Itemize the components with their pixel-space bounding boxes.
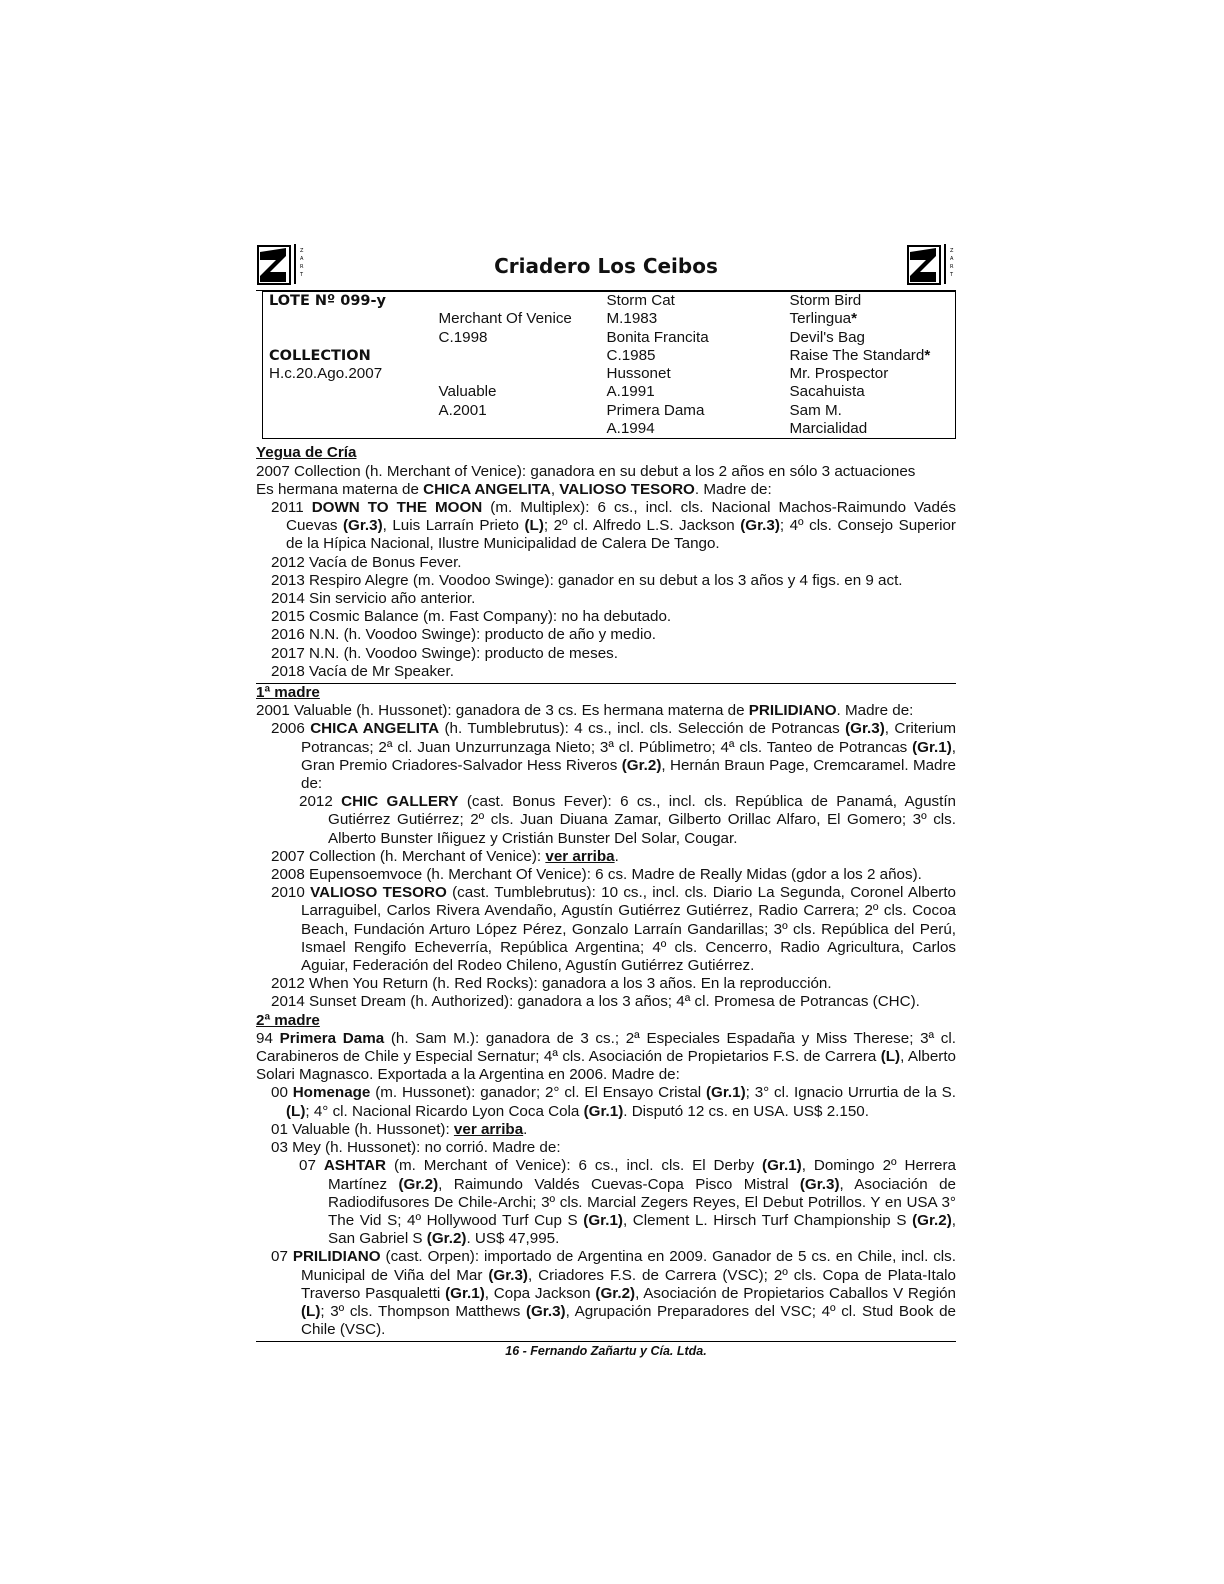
second-dam-section [256,1012,956,1340]
svg-text:Z: Z [300,248,304,254]
ancestor: Sam M. [789,401,842,419]
ancestor: Sacahuista [789,383,865,401]
produce-entry: 01 Valuable (h. Hussonet): ver arriba. [271,1120,528,1138]
pedigree-table [262,291,956,439]
produce-entry: 2007 Collection (h. Merchant of Venice): ver arriba. [271,847,619,865]
ancestor: Storm Bird [789,292,862,309]
dam: Valuable [438,383,497,401]
paragraph: 94 Primera Dama (h. Sam M.): ganadora de 3 cs.; 2ª Especiales Espadaña y Miss Therese; 3ª cl. Carabineros de Chile y Especial Sernatur; 4ª cls. Asociación de Propietarios F.S. de Carrera (L), Alberto Solari Magnasco. Exportada a la Argentina en 2006. Madre de: [256,1029,956,1084]
dam-year: A.2001 [438,401,487,419]
ancestor: Devil's Bag [789,328,865,346]
produce-entry: 2012 CHIC GALLERY (cast. Bonus Fever): 6 cs., incl. cls. República de Panamá, Agustín Gutiérrez Gutiérrez; 2º cls. Juan Diuana Zamar, Gilberto Orillac Alfaro, El Gomero; 3º cls. Alberto Bunster Iñiguez y Cristián Bunster Del Solar, Cougar. [299,793,956,847]
granddam-year: C.1985 [606,346,656,364]
grandsire: Hussonet [606,365,671,383]
catalog-page [256,240,956,1358]
paragraph: Es hermana materna de CHICA ANGELITA, VALIOSO TESORO. Madre de: [256,480,772,498]
produce-entry: 2014 Sunset Dream (h. Authorized): ganadora a los 3 años; 4ª cl. Promesa de Potrancas (CHC). [271,993,920,1011]
svg-text:R: R [950,264,954,270]
ancestor: Marcialidad [789,420,868,438]
produce-entry: 07 ASHTAR (m. Merchant of Venice): 6 cs., incl. cls. El Derby (Gr.1), Domingo 2º Herrera Martínez (Gr.2), Raimundo Valdés Cuevas-Copa Pisco Mistral (Gr.3), Asociación de Radiodifusores De Chile-Archi; 3º cls. Marcial Zegers Reyes, El Debut Potrillos. Y en USA 3° The Vid S; 4º Hollywood Turf Cup S (Gr.1), Clement L. Hirsch Turf Championship S (Gr.2), San Gabriel S (Gr.2). US$ 47,995. [299,1157,956,1248]
granddam-year: A.1994 [606,420,655,438]
ancestor: Terlingua* [789,310,858,328]
section-heading: 2ª madre [256,1011,320,1029]
svg-text:T: T [300,272,304,278]
section-heading: 1ª madre [256,684,320,702]
ancestor: Mr. Prospector [789,365,889,383]
sire: Merchant Of Venice [438,310,572,328]
produce-entry: 2017 N.N. (h. Voodoo Swinge): producto de meses. [271,644,618,662]
ancestor: Raise The Standard* [789,346,931,364]
produce-entry: 2015 Cosmic Balance (m. Fast Company): no ha debutado. [271,608,672,626]
see-above-link: ver arriba [545,847,615,865]
produce-entry: 07 PRILIDIANO (cast. Orpen): importado de Argentina en 2009. Ganador de 5 cs. en Chile, incl. cls. Municipal de Viña del Mar (Gr.3), Criadores F.S. de Carrera (VSC); 2º cls. Copa de Plata-Italo Traverso Pasqualetti (Gr.1), Copa Jackson (Gr.2), Asociación de Propietarios Caballos V Región (L); 3º cls. Thompson Matthews (Gr.3), Agrupación Preparadores del VSC; 4º cl. Stud Book de Chile (VSC). [271,1248,956,1339]
section-heading: Yegua de Cría [256,444,357,462]
paragraph: 2001 Valuable (h. Hussonet): ganadora de 3 cs. Es hermana materna de PRILIDIANO. Madre de: [256,702,914,720]
produce-entry: 2013 Respiro Alegre (m. Voodoo Swinge): ganador en su debut a los 3 años y 4 figs. en 9 act. [271,571,903,589]
yegua-section [256,444,956,681]
zanartu-logo-icon [906,242,956,286]
produce-entry: 03 Mey (h. Hussonet): no corrió. Madre de: [271,1139,561,1157]
grandsire-year: M.1983 [606,310,658,328]
page-footer: 16 - Fernando Zañartu y Cía. Ltda. [256,1341,956,1358]
produce-entry: 2018 Vacía de Mr Speaker. [271,662,454,680]
produce-entry: 2012 Vacía de Bonus Fever. [271,553,462,571]
granddam: Primera Dama [606,401,705,419]
produce-entry: 2010 VALIOSO TESORO (cast. Tumblebrutus): 10 cs., incl. cls. Diario La Segunda, Coronel Alberto Larraguibel, Carlos Rivera Avendaño, Agustín Gutiérrez Gutiérrez, Radio Carrera; 2º cls. Cocoa Beach, Fundación Arturo López Pérez, Gonzalo Larraín Gandarillas; 3º cls. República del Perú, Ismael Rengifo Echeverría, República Argentina; 4º cls. Cencerro, Radio Agricultura, Carlos Aguiar, Federación del Rodeo Chileno, Agustín Gutiérrez Gutiérrez. [271,884,956,975]
paragraph: 2007 Collection (h. Merchant of Venice): ganadora en su debut a los 2 años en sólo 3 actuaciones [256,462,916,480]
produce-entry: 2014 Sin servicio año anterior. [271,590,476,607]
lot-number: LOTE Nº 099-y [269,293,386,309]
produce-entry: 00 Homenage (m. Hussonet): ganador; 2° cl. El Ensayo Cristal (Gr.1); 3° cl. Ignacio Urrurtia de la S. (L); 4° cl. Nacional Ricardo Lyon Coca Cola (Gr.1). Disputó 12 cs. en USA. US$ 2.150. [271,1084,956,1120]
svg-text:Z: Z [950,248,954,254]
horse-name: COLLECTION [269,347,371,364]
page-header [256,240,956,291]
grandsire-year: A.1991 [606,383,655,401]
first-dam-section [256,684,956,1012]
svg-text:A: A [950,256,954,262]
svg-text:R: R [300,264,304,270]
produce-entry: 2006 CHICA ANGELITA (h. Tumblebrutus): 4 cs., incl. cls. Selección de Potrancas (Gr.3), Criterium Potrancas; 2ª cl. Juan Unzurrunzaga Nieto; 3ª cl. Públimetro; 4ª cls. Tanteo de Potrancas (Gr.1), Gran Premio Criadores-Salvador Hess Riveros (Gr.2), Hernán Braun Page, Cremcaramel. Madre de: [271,720,956,793]
produce-entry: 2016 N.N. (h. Voodoo Swinge): producto de año y medio. [271,626,656,644]
svg-text:A: A [300,256,304,262]
granddam: Bonita Francita [606,328,709,346]
svg-text:T: T [950,272,954,278]
produce-entry: 2008 Eupensoemvoce (h. Merchant Of Venice): 6 cs. Madre de Really Midas (gdor a los 2 años). [271,866,922,884]
produce-entry: 2011 DOWN TO THE MOON (m. Multiplex): 6 cs., incl. cls. Nacional Machos-Raimundo Vadés Cuevas (Gr.3), Luis Larraín Prieto (L); 2º cl. Alfredo L.S. Jackson (Gr.3); 4º cls. Consejo Superior de la Hípica Nacional, Ilustre Municipalidad de Calera De Tango. [271,498,956,553]
sire-year: C.1998 [438,328,488,346]
horse-description: H.c.20.Ago.2007 [269,365,383,383]
see-above-link: ver arriba [453,1120,524,1138]
page-title: Criadero Los Ceibos [494,254,718,278]
produce-entry: 2012 When You Return (h. Red Rocks): ganadora a los 3 años. En la reproducción. [271,975,832,993]
grandsire: Storm Cat [606,292,675,309]
